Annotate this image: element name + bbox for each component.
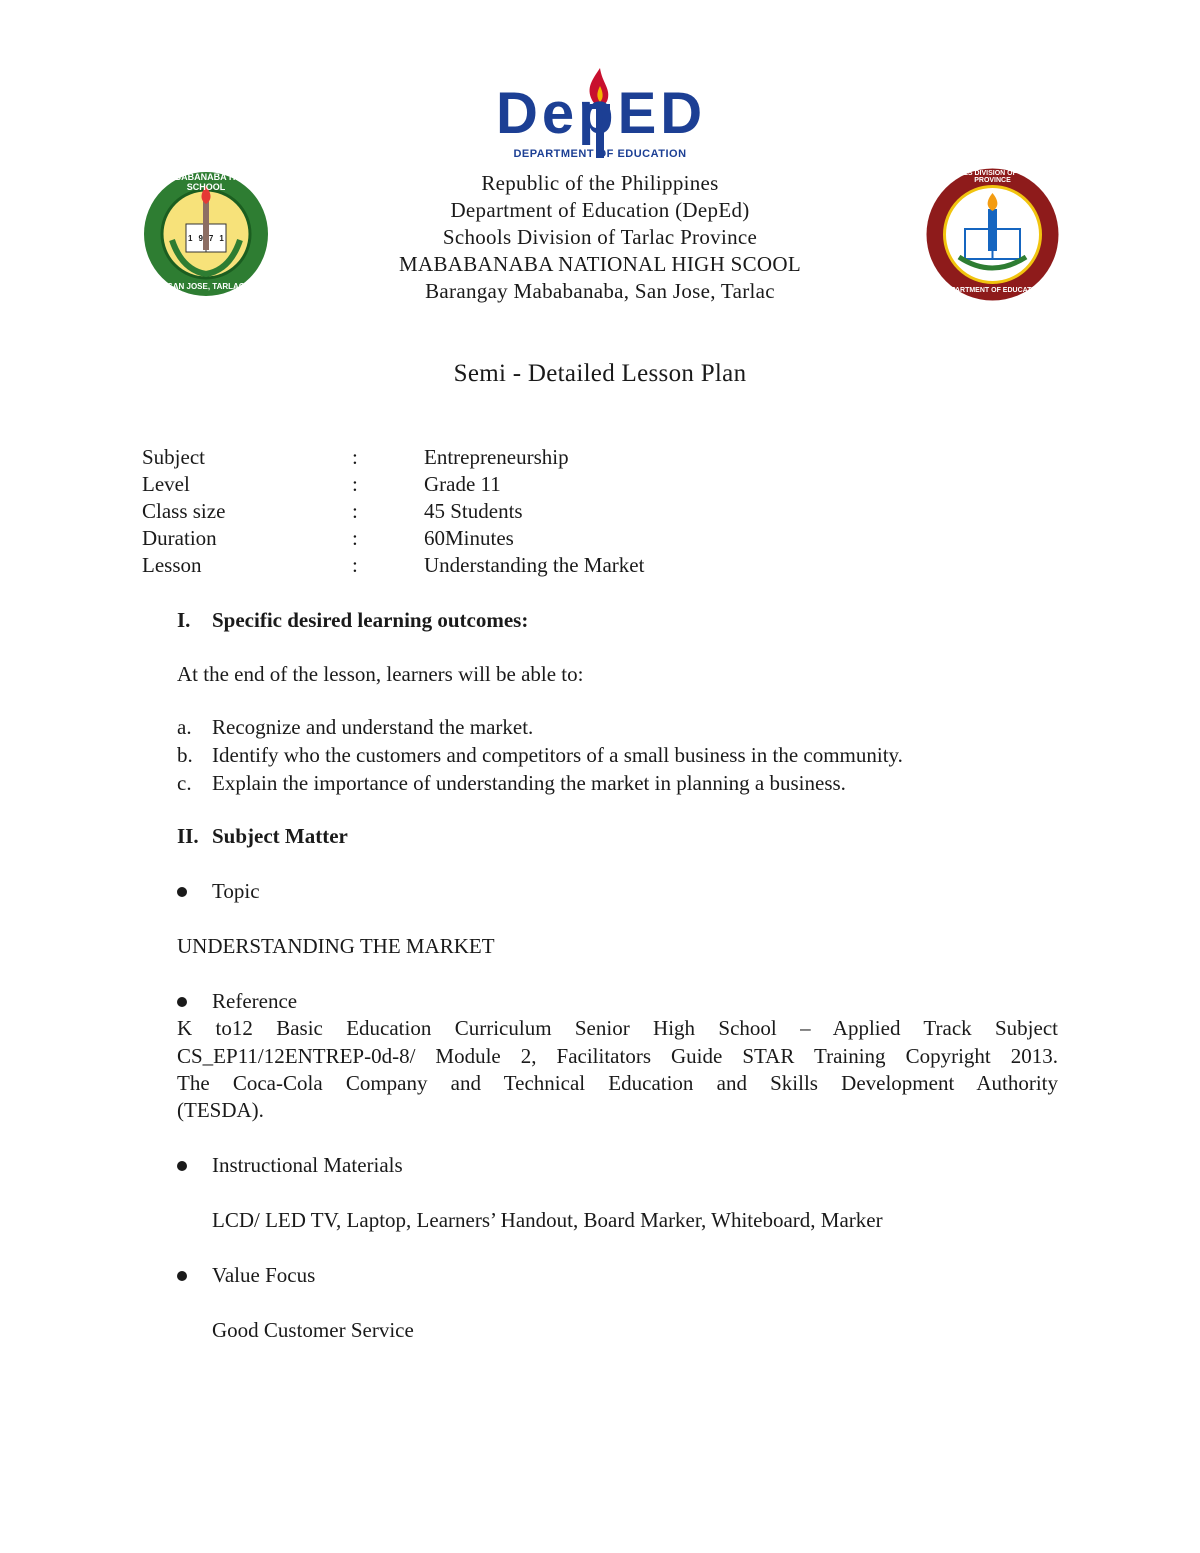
info-value: 45 Students bbox=[424, 499, 523, 523]
outcome-text: Identify who the customers and competitors of a small business in the community. bbox=[212, 743, 903, 767]
bullet-icon bbox=[177, 887, 187, 897]
outcome-letter: a. bbox=[177, 715, 192, 739]
info-label: Lesson bbox=[142, 553, 202, 577]
school-seal-name: MABABANABA HIGH SCHOOL bbox=[160, 172, 252, 192]
section2-heading: Subject Matter bbox=[212, 824, 348, 848]
info-value: Grade 11 bbox=[424, 472, 501, 496]
header-line-school: MABABANABA NATIONAL HIGH SCOOL bbox=[399, 252, 801, 276]
reference-line: K to12 Basic Education Curriculum Senior High School – Applied Track Subject bbox=[177, 1016, 1058, 1040]
header-line-department: Department of Education (DepEd) bbox=[450, 198, 750, 222]
section1-number: I. bbox=[177, 608, 191, 632]
deped-logo-text: DepED bbox=[496, 81, 707, 146]
division-seal-subtitle: DEPARTMENT OF EDUCATION bbox=[941, 287, 1044, 294]
division-seal-name: SCHOOLS DIVISION OF TARLAC PROVINCE bbox=[937, 170, 1048, 184]
info-colon: : bbox=[352, 499, 358, 523]
info-label: Class size bbox=[142, 499, 226, 523]
info-value: Understanding the Market bbox=[424, 553, 645, 577]
header-line-address: Barangay Mababanaba, San Jose, Tarlac bbox=[425, 279, 775, 303]
bullet-icon bbox=[177, 997, 187, 1007]
header-line-republic: Republic of the Philippines bbox=[481, 171, 719, 195]
info-colon: : bbox=[352, 526, 358, 550]
topic-label: Topic bbox=[212, 879, 260, 903]
info-label: Subject bbox=[142, 445, 205, 469]
outcome-letter: c. bbox=[177, 771, 192, 795]
value-focus-label: Value Focus bbox=[212, 1263, 316, 1287]
reference-line: The Coca-Cola Company and Technical Education and Skills Development Authority bbox=[177, 1071, 1058, 1095]
value-focus-value: Good Customer Service bbox=[212, 1318, 414, 1342]
section1-intro: At the end of the lesson, learners will be able to: bbox=[177, 662, 584, 686]
deped-logo bbox=[496, 64, 707, 168]
info-value: Entrepreneurship bbox=[424, 445, 569, 469]
section2-number: II. bbox=[177, 824, 199, 848]
info-colon: : bbox=[352, 472, 358, 496]
info-colon: : bbox=[352, 553, 358, 577]
school-seal-year: 1971 bbox=[188, 234, 230, 243]
info-colon: : bbox=[352, 445, 358, 469]
outcome-text: Explain the importance of understanding the market in planning a business. bbox=[212, 771, 846, 795]
outcome-text: Recognize and understand the market. bbox=[212, 715, 534, 739]
bullet-icon bbox=[177, 1161, 187, 1171]
school-seal-location: SAN JOSE, TARLAC bbox=[167, 282, 245, 291]
bullet-icon bbox=[177, 1271, 187, 1281]
info-label: Duration bbox=[142, 526, 217, 550]
materials-value: LCD/ LED TV, Laptop, Learners’ Handout, Board Marker, Whiteboard, Marker bbox=[212, 1208, 883, 1232]
header-line-division: Schools Division of Tarlac Province bbox=[442, 225, 758, 249]
reference-label: Reference bbox=[212, 989, 298, 1013]
topic-value: UNDERSTANDING THE MARKET bbox=[177, 934, 495, 958]
section1-heading: Specific desired learning outcomes: bbox=[212, 608, 529, 632]
deped-logo-subtitle: DEPARTMENT OF EDUCATION bbox=[513, 148, 687, 160]
reference-line: CS_EP11/12ENTREP-0d-8/ Module 2, Facilitators Guide STAR Training Copyright 2013. bbox=[177, 1044, 1058, 1068]
outcome-letter: b. bbox=[177, 743, 193, 767]
page-title: Semi - Detailed Lesson Plan bbox=[453, 360, 747, 387]
reference-line: (TESDA). bbox=[177, 1098, 264, 1122]
info-label: Level bbox=[142, 472, 190, 496]
info-value: 60Minutes bbox=[424, 526, 514, 550]
materials-label: Instructional Materials bbox=[212, 1153, 403, 1177]
